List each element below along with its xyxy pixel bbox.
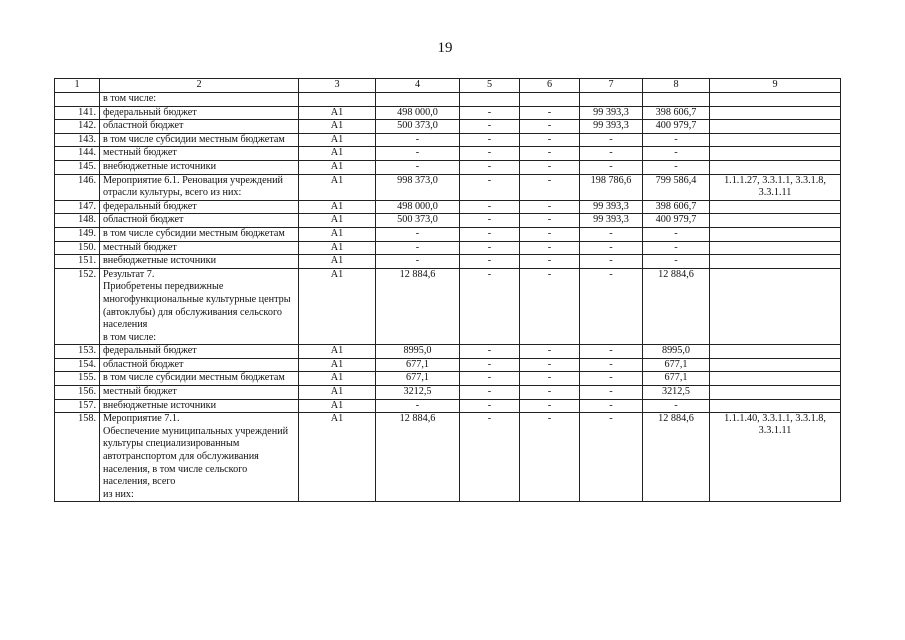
table-cell: А1 xyxy=(299,133,376,147)
table-cell: 3212,5 xyxy=(376,386,460,400)
table-row xyxy=(55,93,841,107)
table-cell: - xyxy=(376,241,460,255)
table-cell: - xyxy=(580,227,643,241)
table-cell: - xyxy=(643,147,710,161)
table-cell: - xyxy=(520,399,580,413)
table-cell: - xyxy=(520,106,580,120)
table-cell: А1 xyxy=(299,345,376,359)
table-cell xyxy=(460,93,520,107)
header-row xyxy=(55,79,841,93)
table-cell: - xyxy=(580,372,643,386)
table-cell: внебюджетные источники xyxy=(100,160,299,174)
table-cell: - xyxy=(460,200,520,214)
table-cell: - xyxy=(520,345,580,359)
table-cell: 498 000,0 xyxy=(376,200,460,214)
table-cell: - xyxy=(643,399,710,413)
table-cell: 500 373,0 xyxy=(376,120,460,134)
table-cell: 144. xyxy=(55,147,100,161)
table-cell: - xyxy=(643,227,710,241)
table-cell xyxy=(710,255,841,269)
table-cell xyxy=(520,93,580,107)
table-cell: - xyxy=(520,133,580,147)
table-cell: - xyxy=(643,160,710,174)
table-cell: - xyxy=(520,160,580,174)
table-cell: Мероприятие 6.1. Реновация учреждений отрасли культуры, всего из них: xyxy=(100,174,299,200)
table-cell: А1 xyxy=(299,200,376,214)
table-cell: 12 884,6 xyxy=(376,268,460,345)
table-cell: - xyxy=(520,120,580,134)
table-cell: Мероприятие 7.1. Обеспечение муниципальных учреждений культуры специализированным автотранспортом для обслуживания населения, в том числе сельского населения, всего из них: xyxy=(100,413,299,502)
table-cell: - xyxy=(520,413,580,502)
table-cell xyxy=(710,399,841,413)
table-cell: - xyxy=(460,160,520,174)
table-cell: А1 xyxy=(299,255,376,269)
table-cell: - xyxy=(376,133,460,147)
table-cell: 142. xyxy=(55,120,100,134)
table-cell: 99 393,3 xyxy=(580,106,643,120)
table-body xyxy=(55,93,841,502)
table-cell: 677,1 xyxy=(643,358,710,372)
table-cell: 498 000,0 xyxy=(376,106,460,120)
table-row xyxy=(55,345,841,359)
table-cell: 198 786,6 xyxy=(580,174,643,200)
table-row xyxy=(55,386,841,400)
table-cell: - xyxy=(580,386,643,400)
table-cell: А1 xyxy=(299,358,376,372)
table-cell: местный бюджет xyxy=(100,386,299,400)
table-cell: 154. xyxy=(55,358,100,372)
table-cell: федеральный бюджет xyxy=(100,200,299,214)
table-cell xyxy=(643,93,710,107)
table-cell: - xyxy=(520,174,580,200)
table-cell: А1 xyxy=(299,106,376,120)
table-cell: 677,1 xyxy=(376,358,460,372)
table-cell: 12 884,6 xyxy=(376,413,460,502)
table-cell: 99 393,3 xyxy=(580,214,643,228)
table-cell: - xyxy=(460,106,520,120)
table-cell: - xyxy=(460,174,520,200)
table-row xyxy=(55,106,841,120)
table-cell: 141. xyxy=(55,106,100,120)
table-cell: - xyxy=(376,399,460,413)
table-cell: - xyxy=(520,255,580,269)
table-cell xyxy=(710,358,841,372)
table-cell: А1 xyxy=(299,268,376,345)
table-cell: в том числе субсидии местным бюджетам xyxy=(100,227,299,241)
table-cell xyxy=(710,160,841,174)
table-cell: в том числе: xyxy=(100,93,299,107)
table-cell: А1 xyxy=(299,160,376,174)
table-cell: - xyxy=(460,413,520,502)
table-row xyxy=(55,372,841,386)
table-row xyxy=(55,160,841,174)
table-cell: 158. xyxy=(55,413,100,502)
table-cell: 145. xyxy=(55,160,100,174)
table-cell: областной бюджет xyxy=(100,214,299,228)
table-cell: - xyxy=(580,413,643,502)
table-cell: А1 xyxy=(299,241,376,255)
table-cell: А1 xyxy=(299,227,376,241)
table-cell: А1 xyxy=(299,174,376,200)
column-header: 9 xyxy=(710,79,841,93)
table-cell: - xyxy=(580,147,643,161)
table-cell: - xyxy=(520,200,580,214)
table-row xyxy=(55,255,841,269)
table-cell xyxy=(710,93,841,107)
table-cell xyxy=(710,241,841,255)
table-cell: - xyxy=(376,227,460,241)
table-cell: 157. xyxy=(55,399,100,413)
table-cell: - xyxy=(520,372,580,386)
column-header: 4 xyxy=(376,79,460,93)
table-cell: 12 884,6 xyxy=(643,268,710,345)
table-cell: 146. xyxy=(55,174,100,200)
column-header: 6 xyxy=(520,79,580,93)
table-cell: внебюджетные источники xyxy=(100,255,299,269)
table-cell: - xyxy=(520,241,580,255)
table-cell: - xyxy=(580,358,643,372)
table-cell: - xyxy=(460,255,520,269)
column-header: 3 xyxy=(299,79,376,93)
table-cell xyxy=(710,133,841,147)
table-row xyxy=(55,147,841,161)
table-cell: федеральный бюджет xyxy=(100,345,299,359)
table-cell: 8995,0 xyxy=(376,345,460,359)
table-cell: - xyxy=(460,268,520,345)
table-cell: областной бюджет xyxy=(100,358,299,372)
table-cell xyxy=(710,147,841,161)
table-cell: 398 606,7 xyxy=(643,106,710,120)
table-cell: 152. xyxy=(55,268,100,345)
table-cell: 156. xyxy=(55,386,100,400)
table-cell: 3212,5 xyxy=(643,386,710,400)
table-cell: - xyxy=(376,147,460,161)
table-cell: - xyxy=(460,214,520,228)
table-cell: 150. xyxy=(55,241,100,255)
table-cell: областной бюджет xyxy=(100,120,299,134)
table-cell: 8995,0 xyxy=(643,345,710,359)
table-cell: - xyxy=(460,147,520,161)
table-cell: 155. xyxy=(55,372,100,386)
table-row xyxy=(55,358,841,372)
table-cell xyxy=(710,386,841,400)
table-cell: - xyxy=(520,147,580,161)
table-cell: - xyxy=(580,268,643,345)
table-cell: внебюджетные источники xyxy=(100,399,299,413)
column-header: 2 xyxy=(100,79,299,93)
table-cell xyxy=(710,268,841,345)
column-header: 1 xyxy=(55,79,100,93)
column-header: 5 xyxy=(460,79,520,93)
table-row xyxy=(55,214,841,228)
table-cell: - xyxy=(580,133,643,147)
table-cell: федеральный бюджет xyxy=(100,106,299,120)
table-cell: 400 979,7 xyxy=(643,214,710,228)
table-row xyxy=(55,399,841,413)
table-cell: - xyxy=(520,386,580,400)
table-cell: в том числе субсидии местным бюджетам xyxy=(100,133,299,147)
table-cell: - xyxy=(520,214,580,228)
table-cell: - xyxy=(460,241,520,255)
table-cell: - xyxy=(460,345,520,359)
table-cell xyxy=(710,106,841,120)
table-cell: - xyxy=(460,133,520,147)
table-cell xyxy=(376,93,460,107)
table-cell: 149. xyxy=(55,227,100,241)
page-number: 19 xyxy=(437,40,453,56)
table-row xyxy=(55,174,841,200)
table-cell: А1 xyxy=(299,120,376,134)
table-cell: Результат 7. Приобретены передвижные многофункциональные культурные центры (автоклубы) для обслуживания сельского населения в том числе: xyxy=(100,268,299,345)
table-cell: в том числе субсидии местным бюджетам xyxy=(100,372,299,386)
table-cell: 998 373,0 xyxy=(376,174,460,200)
table-cell: 12 884,6 xyxy=(643,413,710,502)
table-row xyxy=(55,133,841,147)
table-cell: 99 393,3 xyxy=(580,200,643,214)
table-cell: А1 xyxy=(299,372,376,386)
table-cell xyxy=(55,93,100,107)
table-cell: 99 393,3 xyxy=(580,120,643,134)
table-cell xyxy=(299,93,376,107)
table-cell: 400 979,7 xyxy=(643,120,710,134)
table-cell: - xyxy=(376,255,460,269)
table-cell: 148. xyxy=(55,214,100,228)
table-cell: 677,1 xyxy=(376,372,460,386)
table-cell: 151. xyxy=(55,255,100,269)
table-cell: - xyxy=(520,358,580,372)
table-cell: местный бюджет xyxy=(100,147,299,161)
table-cell: 153. xyxy=(55,345,100,359)
table-cell: А1 xyxy=(299,399,376,413)
budget-table xyxy=(54,78,841,502)
table-cell: - xyxy=(580,255,643,269)
table-row xyxy=(55,227,841,241)
table-cell: - xyxy=(643,255,710,269)
table-cell: - xyxy=(460,358,520,372)
table-cell: 677,1 xyxy=(643,372,710,386)
table-cell: 143. xyxy=(55,133,100,147)
table-cell xyxy=(710,200,841,214)
table-cell: местный бюджет xyxy=(100,241,299,255)
table-cell: А1 xyxy=(299,214,376,228)
table-row xyxy=(55,200,841,214)
table-cell: - xyxy=(460,227,520,241)
table-row xyxy=(55,413,841,502)
table-cell: - xyxy=(520,227,580,241)
table-cell: 500 373,0 xyxy=(376,214,460,228)
table-cell: А1 xyxy=(299,147,376,161)
table-cell: - xyxy=(580,399,643,413)
table-cell: - xyxy=(580,160,643,174)
table-cell: - xyxy=(580,345,643,359)
table-cell: - xyxy=(460,386,520,400)
table-cell: А1 xyxy=(299,413,376,502)
table-cell: - xyxy=(520,268,580,345)
table-row xyxy=(55,241,841,255)
column-header: 7 xyxy=(580,79,643,93)
table-cell: 1.1.1.40, 3.3.1.1, 3.3.1.8, 3.3.1.11 xyxy=(710,413,841,502)
table-cell xyxy=(710,372,841,386)
table-cell xyxy=(710,214,841,228)
table-cell: - xyxy=(460,372,520,386)
table-cell xyxy=(710,345,841,359)
table-row xyxy=(55,120,841,134)
table-cell: 398 606,7 xyxy=(643,200,710,214)
table-cell: - xyxy=(460,399,520,413)
table-cell: - xyxy=(376,160,460,174)
table-cell: 1.1.1.27, 3.3.1.1, 3.3.1.8, 3.3.1.11 xyxy=(710,174,841,200)
table-cell: 799 586,4 xyxy=(643,174,710,200)
table-cell xyxy=(710,120,841,134)
table-cell: 147. xyxy=(55,200,100,214)
table-cell: - xyxy=(643,241,710,255)
table-row xyxy=(55,268,841,345)
table-cell xyxy=(580,93,643,107)
table-cell: - xyxy=(460,120,520,134)
table-cell: - xyxy=(643,133,710,147)
table-cell: А1 xyxy=(299,386,376,400)
table-cell xyxy=(710,227,841,241)
column-header: 8 xyxy=(643,79,710,93)
table-cell: - xyxy=(580,241,643,255)
